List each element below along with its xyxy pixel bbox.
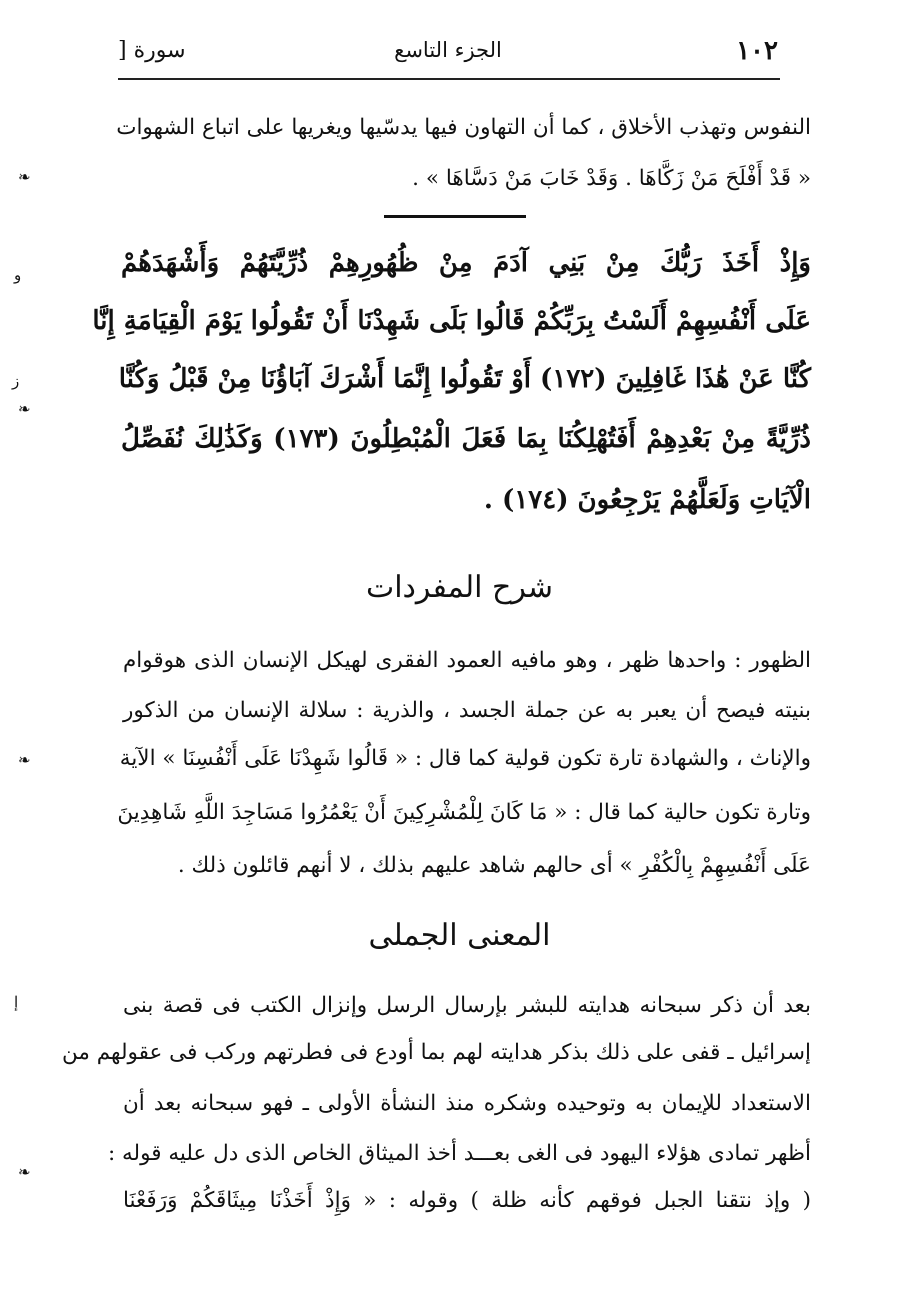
- verse-line-3: كُنَّا عَنْ هَٰذَا غَافِلِينَ (١٧٢) أَوْ تَقُولُوا إِنَّمَا أَشْرَكَ آبَاؤُنَا مِنْ قَبْلُ وَكُنَّا: [118, 364, 811, 394]
- section-heading-vocabulary: شرح المفردات: [365, 570, 554, 605]
- section-separator: [384, 215, 526, 218]
- margin-mark: ﺯ: [12, 372, 20, 390]
- intro-line-2: « قَدْ أَفْلَحَ مَنْ زَكَّاهَا . وَقَدْ خَابَ مَنْ دَسَّاهَا » .: [412, 166, 811, 191]
- meaning-line-3: الاستعداد للإيمان به وتوحيده وشكره منذ النشأة الأولى ـ فهو سبحانه بعد أن: [123, 1091, 811, 1116]
- vocabulary-line-3: والإناث ، والشهادة تارة تكون قولية كما قال : « قَالُوا شَهِدْنَا عَلَى أَنْفُسِنَا » الآية: [119, 746, 811, 771]
- verse-line-5: الْآيَاتِ وَلَعَلَّهُمْ يَرْجِعُونَ (١٧٤) .: [483, 485, 811, 515]
- vocabulary-line-2: بنيته فيصح أن يعبر به عن جملة الجسد ، والذرية : سلالة الإنسان من الذكور: [123, 698, 811, 723]
- verse-line-1: وَإِذْ أَخَذَ رَبُّكَ مِنْ بَنِي آدَمَ مِنْ ظُهُورِهِمْ ذُرِّيَّتَهُمْ وَأَشْهَدَهُمْ: [121, 248, 811, 278]
- header-divider: [118, 78, 780, 80]
- vocabulary-line-1: الظهور : واحدها ظهر ، وهو مافيه العمود الفقرى لهيكل الإنسان الذى هوقوام: [123, 648, 811, 673]
- verse-line-4: ذُرِّيَّةً مِنْ بَعْدِهِمْ أَفَتُهْلِكُنَا بِمَا فَعَلَ الْمُبْطِلُونَ (١٧٣) وَكَذَٰلِكَ نُفَصِّلُ: [121, 424, 812, 454]
- juz-title: الجزء التاسع: [394, 38, 502, 62]
- page-header: [118, 34, 778, 74]
- intro-line-1: النفوس وتهذب الأخلاق ، كما أن التهاون فيها يدسّيها ويغريها على اتباع الشهوات: [116, 115, 811, 140]
- section-heading-general-meaning: المعنى الجملى: [368, 918, 551, 953]
- margin-mark: ﺇ: [14, 993, 19, 1011]
- vocabulary-line-4: وتارة تكون حالية كما قال : « مَا كَانَ لِلْمُشْرِكِينَ أَنْ يَعْمُرُوا مَسَاجِدَ اللَّهِ شَاهِدِينَ: [117, 800, 811, 825]
- surah-label: سورة [: [118, 38, 186, 63]
- margin-mark: ❧: [18, 1163, 31, 1181]
- meaning-line-2: إسرائيل ـ قفى على ذلك بذكر هدايته لهم بما أودع فى فطرتهم وركب فى عقولهم من: [62, 1040, 811, 1065]
- page-number: ١٠٢: [736, 36, 778, 66]
- margin-mark: ❧: [18, 400, 31, 418]
- meaning-line-5: ( وإذ نتقنا الجبل فوقهم كأنه ظلة ) وقوله : « وَإِذْ أَخَذْنَا مِيثَاقَكُمْ وَرَفَعْنَا: [123, 1188, 811, 1213]
- meaning-line-1: بعد أن ذكر سبحانه هدايته للبشر بإرسال الرسل وإنزال الكتب فى قصة بنى: [123, 993, 811, 1018]
- margin-mark: ❧: [18, 751, 31, 769]
- margin-mark: ❧: [18, 168, 31, 186]
- vocabulary-line-5: عَلَى أَنْفُسِهِمْ بِالْكُفْرِ » أى حالهم شاهد عليهم بذلك ، لا أنهم قائلون ذلك .: [177, 853, 811, 878]
- margin-mark: ﻭ: [14, 266, 22, 284]
- verse-line-2: عَلَى أَنْفُسِهِمْ أَلَسْتُ بِرَبِّكُمْ قَالُوا بَلَى شَهِدْنَا أَنْ تَقُولُوا يَوْمَ الْقِيَامَةِ إِنَّا: [92, 306, 811, 336]
- meaning-line-4: أظهر تمادى هؤلاء اليهود فى الغى بعـــد أخذ الميثاق الخاص الذى دل عليه قوله :: [107, 1141, 811, 1166]
